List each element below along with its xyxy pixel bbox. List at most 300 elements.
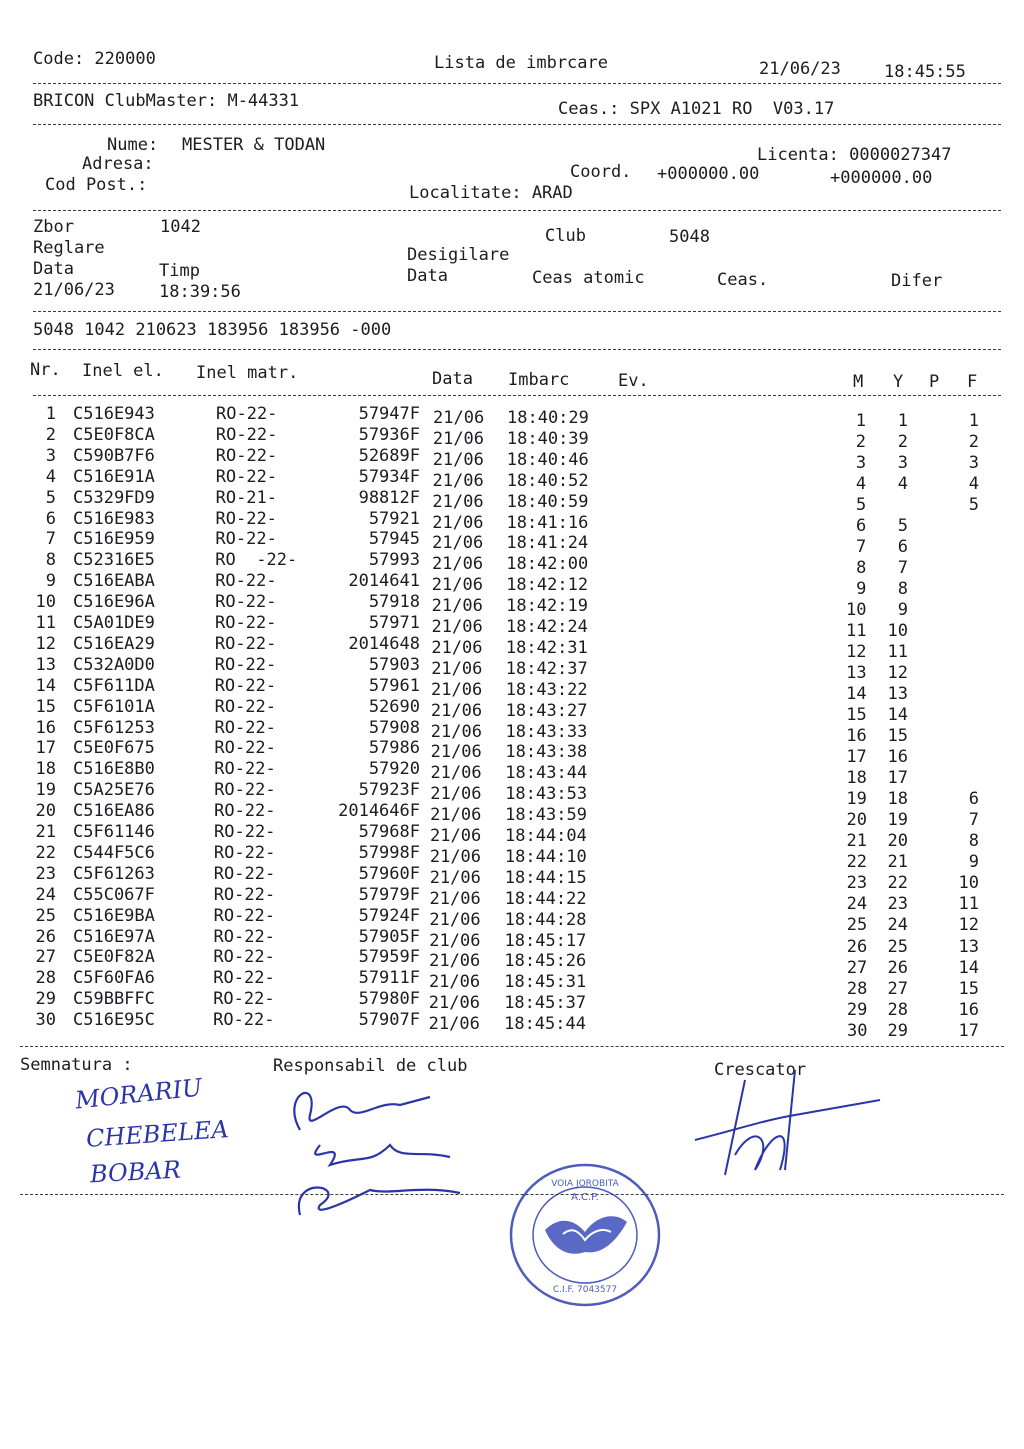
ring-number-value: 57934F bbox=[358, 466, 420, 487]
table-row bbox=[0, 424, 1024, 452]
rank-y: 9 bbox=[897, 600, 908, 621]
club-master: BRICON ClubMaster: M-44331 bbox=[33, 91, 300, 111]
divider bbox=[33, 349, 1001, 350]
electronic-ring: C59BBFFC bbox=[73, 989, 155, 1010]
ring-prefix: RO-22- bbox=[214, 780, 276, 801]
rank-y: 20 bbox=[887, 831, 908, 852]
rank-y: 2 bbox=[897, 432, 908, 452]
arrival-time: 18:42:12 bbox=[506, 575, 589, 596]
rank-m: 6 bbox=[856, 516, 867, 537]
table-row bbox=[0, 759, 1024, 789]
rank-y: 12 bbox=[887, 663, 908, 684]
rank-y: 15 bbox=[887, 726, 908, 747]
arrival-date: 21/06 bbox=[431, 596, 483, 617]
electronic-ring: C5E0F8CA bbox=[73, 424, 155, 445]
ring-number: 21 bbox=[35, 822, 56, 842]
arrival-time: 18:43:38 bbox=[505, 742, 588, 763]
arrival-time: 18:43:22 bbox=[505, 679, 588, 700]
club-value: 5048 bbox=[669, 227, 710, 247]
ring-prefix: RO-22- bbox=[213, 926, 275, 947]
arrival-date: 21/06 bbox=[430, 763, 482, 784]
divider bbox=[33, 311, 1001, 312]
col-header-imbarc: Imbarc bbox=[508, 370, 570, 390]
print-time: 18:45:55 bbox=[884, 62, 966, 82]
table-row bbox=[0, 738, 1024, 768]
table-row bbox=[0, 613, 1024, 642]
arrival-time: 18:41:24 bbox=[506, 533, 589, 554]
electronic-ring: C532A0D0 bbox=[73, 654, 155, 675]
ring-prefix: RO-22- bbox=[215, 508, 277, 529]
electronic-ring: C516E9BA bbox=[73, 905, 155, 926]
ring-number: 12 bbox=[35, 633, 56, 654]
postal-code-label: Cod Post.: bbox=[45, 175, 148, 195]
rank-y: 14 bbox=[887, 705, 908, 726]
flight-value: 1042 bbox=[160, 217, 201, 237]
ring-number: 16 bbox=[35, 717, 56, 738]
name-label: Nume: bbox=[107, 135, 159, 155]
rank-y: 16 bbox=[887, 747, 908, 768]
ring-prefix: RO-22- bbox=[214, 696, 277, 717]
electronic-ring: C516E943 bbox=[73, 404, 155, 424]
ring-number: 27 bbox=[35, 947, 56, 968]
rank-f: 8 bbox=[968, 831, 979, 852]
ring-prefix: RO-22- bbox=[214, 822, 276, 842]
ring-number-value: 2014646F bbox=[338, 801, 420, 822]
electronic-ring: C5A25E76 bbox=[73, 780, 155, 801]
arrival-date: 21/06 bbox=[431, 658, 483, 679]
arrival-time: 18:43:44 bbox=[505, 763, 588, 784]
table-row bbox=[0, 822, 1024, 852]
rank-m: 16 bbox=[846, 726, 867, 747]
ring-number: 7 bbox=[45, 529, 56, 550]
arrival-time: 18:42:00 bbox=[506, 554, 589, 575]
flight-label: Zbor bbox=[33, 217, 74, 237]
arrival-date: 21/06 bbox=[431, 679, 483, 700]
ring-number: 13 bbox=[35, 654, 56, 675]
ring-prefix: RO-22- bbox=[215, 529, 277, 550]
arrival-time: 18:42:37 bbox=[505, 658, 588, 679]
arrival-time: 18:40:59 bbox=[506, 491, 589, 512]
electronic-ring: C516EA29 bbox=[73, 633, 155, 654]
rank-y: 19 bbox=[887, 810, 908, 831]
ring-number: 2 bbox=[45, 424, 56, 445]
ring-number: 4 bbox=[45, 466, 56, 487]
rank-y: 13 bbox=[887, 684, 908, 705]
reglare-time-label: Timp bbox=[159, 261, 200, 281]
rank-y: 18 bbox=[887, 789, 908, 810]
ring-prefix: RO-22- bbox=[213, 863, 276, 884]
table-row bbox=[0, 445, 1024, 474]
responsible-label: Responsabil de club bbox=[273, 1056, 468, 1076]
ring-prefix: RO-22- bbox=[214, 759, 276, 780]
rank-m: 8 bbox=[856, 558, 867, 579]
arrival-date: 21/06 bbox=[431, 554, 484, 575]
electronic-ring: C5E0F675 bbox=[73, 738, 155, 759]
ring-number: 14 bbox=[35, 675, 56, 696]
arrival-date: 21/06 bbox=[432, 512, 484, 533]
ring-prefix: RO-22- bbox=[215, 592, 277, 613]
document-title: Lista de imbrcare bbox=[434, 53, 608, 73]
table-row bbox=[0, 717, 1024, 747]
rank-m: 22 bbox=[846, 852, 868, 873]
ring-number: 30 bbox=[35, 1010, 56, 1031]
reglare-time-value: 18:39:56 bbox=[159, 282, 241, 302]
table-row bbox=[0, 508, 1024, 537]
electronic-ring: C516E8B0 bbox=[73, 759, 155, 780]
electronic-ring: C516E95C bbox=[73, 1010, 155, 1031]
arrival-date: 21/06 bbox=[428, 972, 481, 993]
ring-number-value: 57924F bbox=[358, 905, 420, 926]
atomic-clock-label: Ceas atomic bbox=[532, 268, 645, 288]
desigilare-date-label: Data bbox=[407, 266, 448, 286]
rank-f: 1 bbox=[968, 411, 979, 431]
table-row bbox=[0, 884, 1024, 915]
rank-m: 23 bbox=[846, 873, 868, 894]
arrival-date: 21/06 bbox=[430, 826, 482, 846]
ring-number: 29 bbox=[35, 989, 56, 1010]
ring-number: 20 bbox=[35, 801, 56, 822]
ring-prefix: RO-22- bbox=[213, 989, 275, 1010]
ring-number-value: 57959F bbox=[358, 947, 420, 968]
ring-number-value: 57918 bbox=[368, 592, 420, 613]
arrival-date: 21/06 bbox=[429, 888, 481, 909]
arrival-date: 21/06 bbox=[432, 449, 484, 470]
ring-prefix: RO-22- bbox=[215, 445, 278, 466]
rank-m: 13 bbox=[846, 663, 867, 684]
ring-number-value: 57903 bbox=[368, 654, 420, 675]
ring-prefix: RO-22- bbox=[215, 466, 278, 487]
rank-m: 4 bbox=[855, 474, 867, 495]
ring-prefix: RO-22- bbox=[213, 968, 275, 989]
ring-number-value: 57920 bbox=[368, 759, 420, 780]
rank-y: 3 bbox=[897, 453, 908, 474]
ring-number-value: 57921 bbox=[368, 508, 420, 529]
difference-label: Difer bbox=[891, 271, 943, 291]
rank-y: 29 bbox=[887, 1020, 908, 1041]
ring-number-value: 52690 bbox=[368, 696, 420, 717]
rank-f: 7 bbox=[968, 810, 979, 831]
table-row bbox=[0, 780, 1024, 810]
rank-m: 1 bbox=[855, 411, 866, 431]
table-row bbox=[0, 675, 1024, 705]
rank-y: 28 bbox=[887, 999, 908, 1020]
rank-m: 11 bbox=[846, 621, 867, 642]
rank-f: 16 bbox=[958, 999, 979, 1020]
ring-number: 10 bbox=[35, 592, 56, 613]
coord-value-1: +000000.00 bbox=[657, 164, 760, 184]
locality: Localitate: ARAD bbox=[409, 183, 573, 203]
rank-m: 12 bbox=[846, 642, 867, 663]
table-row bbox=[0, 905, 1024, 936]
arrival-time: 18:43:27 bbox=[505, 700, 588, 721]
col-header-inel-matr: Inel matr. bbox=[196, 363, 299, 383]
club-label: Club bbox=[545, 226, 586, 246]
rank-y: 23 bbox=[887, 894, 908, 915]
coord-label: Coord. bbox=[570, 162, 632, 182]
rank-f: 17 bbox=[958, 1020, 979, 1041]
rank-y: 1 bbox=[897, 411, 908, 431]
divider bbox=[33, 83, 1001, 84]
ring-prefix: RO-22- bbox=[213, 947, 275, 968]
breeder-label: Crescator bbox=[714, 1060, 807, 1080]
electronic-ring: C55C067F bbox=[73, 884, 155, 905]
coord-value-2: +000000.00 bbox=[830, 168, 933, 188]
ring-number-value: 57923F bbox=[358, 780, 420, 801]
arrival-time: 18:42:24 bbox=[506, 617, 588, 637]
arrival-time: 18:40:29 bbox=[507, 408, 589, 428]
ring-prefix: RO-22- bbox=[215, 424, 278, 445]
ring-number-value: 57947F bbox=[358, 404, 420, 424]
rank-m: 10 bbox=[845, 600, 867, 621]
rank-f: 4 bbox=[968, 474, 979, 495]
arrival-time: 18:43:33 bbox=[505, 721, 588, 742]
rank-f: 11 bbox=[958, 894, 979, 915]
rank-f: 9 bbox=[968, 852, 979, 873]
arrival-date: 21/06 bbox=[429, 846, 482, 867]
svg-text:C.I.F. 7043577: C.I.F. 7043577 bbox=[552, 1285, 618, 1295]
col-header-m: M bbox=[853, 372, 864, 392]
table-row bbox=[0, 571, 1024, 600]
ring-number: 17 bbox=[35, 738, 56, 759]
arrival-date: 21/06 bbox=[430, 742, 482, 763]
table-row bbox=[0, 550, 1024, 579]
handwritten-name-3: BOBAR bbox=[89, 1155, 182, 1189]
clock-label: Ceas. bbox=[717, 270, 769, 290]
desigilare-label: Desigilare bbox=[407, 245, 510, 265]
arrival-time: 18:40:52 bbox=[506, 470, 589, 491]
ring-prefix: RO-22- bbox=[214, 633, 277, 654]
ring-number-value: 98812F bbox=[358, 487, 420, 508]
arrival-time: 18:45:17 bbox=[504, 930, 587, 951]
rank-m: 15 bbox=[846, 705, 867, 726]
divider bbox=[33, 124, 1001, 125]
arrival-time: 18:44:04 bbox=[505, 826, 587, 846]
ring-number-value: 57968F bbox=[358, 822, 420, 842]
electronic-ring: C5F61253 bbox=[73, 717, 155, 738]
ring-number-value: 57945 bbox=[368, 529, 420, 550]
electronic-ring: C544F5C6 bbox=[73, 842, 155, 863]
arrival-date: 21/06 bbox=[430, 784, 482, 805]
rank-y: 6 bbox=[897, 537, 908, 558]
rank-m: 17 bbox=[846, 747, 867, 768]
col-header-nr: Nr. bbox=[30, 360, 61, 380]
reglare-label: Reglare bbox=[33, 238, 105, 258]
arrival-date: 21/06 bbox=[432, 470, 484, 491]
arrival-time: 18:44:15 bbox=[504, 867, 587, 888]
electronic-ring: C516E91A bbox=[73, 466, 155, 487]
ring-number-value: 2014648 bbox=[348, 633, 420, 654]
arrival-date: 21/06 bbox=[431, 637, 483, 658]
rank-y: 22 bbox=[887, 873, 908, 894]
electronic-ring: C590B7F6 bbox=[73, 445, 155, 466]
rank-m: 28 bbox=[846, 978, 868, 999]
print-date: 21/06/23 bbox=[759, 59, 841, 79]
ring-prefix: RO-22- bbox=[213, 1010, 275, 1031]
arrival-date: 21/06 bbox=[432, 533, 484, 554]
rank-m: 14 bbox=[846, 684, 867, 705]
rank-m: 29 bbox=[846, 999, 868, 1020]
electronic-ring: C5A01DE9 bbox=[73, 613, 155, 633]
ring-number-value: 57960F bbox=[358, 863, 420, 884]
ring-number-value: 57961 bbox=[368, 675, 420, 696]
ring-number-value: 57986 bbox=[368, 738, 420, 759]
rank-y: 26 bbox=[887, 957, 908, 978]
arrival-date: 21/06 bbox=[430, 805, 482, 826]
ring-prefix: RO -22- bbox=[215, 550, 298, 571]
rank-f: 15 bbox=[958, 978, 979, 999]
ring-prefix: RO-22- bbox=[216, 404, 278, 424]
ring-prefix: RO-22- bbox=[213, 842, 276, 863]
arrival-date: 21/06 bbox=[428, 1014, 480, 1035]
rank-y: 7 bbox=[897, 558, 908, 579]
ring-number: 8 bbox=[45, 550, 56, 571]
reglare-date-label: Data bbox=[33, 259, 74, 279]
ring-prefix: RO-22- bbox=[214, 675, 277, 696]
electronic-ring: C5F611DA bbox=[73, 675, 155, 696]
address-label: Adresa: bbox=[82, 154, 154, 174]
ring-number: 22 bbox=[35, 842, 56, 863]
rank-m: 9 bbox=[856, 579, 867, 600]
code-label: Code: 220000 bbox=[33, 49, 156, 69]
divider bbox=[33, 395, 1001, 396]
electronic-ring: C5F61263 bbox=[73, 863, 155, 884]
rank-y: 25 bbox=[887, 936, 908, 957]
club-stamp bbox=[505, 1160, 665, 1310]
arrival-date: 21/06 bbox=[430, 721, 482, 742]
rank-f: 14 bbox=[958, 957, 979, 978]
ring-number-value: 52689F bbox=[358, 445, 420, 466]
signature-label: Semnatura : bbox=[20, 1055, 133, 1075]
rank-f: 3 bbox=[968, 453, 979, 474]
ring-number: 11 bbox=[35, 613, 56, 633]
electronic-ring: C5F61146 bbox=[73, 822, 155, 842]
ring-number-value: 57911F bbox=[358, 968, 420, 989]
col-header-f: F bbox=[967, 372, 978, 392]
electronic-ring: C5F6101A bbox=[73, 696, 155, 717]
arrival-date: 21/06 bbox=[433, 408, 485, 428]
ring-number: 18 bbox=[35, 759, 56, 780]
rank-y: 24 bbox=[887, 915, 908, 936]
electronic-ring: C5F60FA6 bbox=[73, 968, 155, 989]
ring-number-value: 57907F bbox=[358, 1010, 420, 1031]
rank-m: 3 bbox=[855, 453, 867, 474]
ring-prefix: RO-22- bbox=[214, 654, 277, 675]
rank-m: 18 bbox=[846, 768, 867, 789]
ring-number-value: 2014641 bbox=[348, 571, 420, 592]
responsible-signatures bbox=[260, 1075, 480, 1225]
ring-prefix: RO-21- bbox=[215, 487, 278, 508]
arrival-date: 21/06 bbox=[429, 930, 481, 951]
ring-number: 3 bbox=[45, 445, 56, 466]
rank-m: 24 bbox=[846, 894, 868, 915]
arrival-date: 21/06 bbox=[429, 951, 481, 972]
table-row bbox=[0, 989, 1024, 1020]
arrival-time: 18:44:22 bbox=[504, 888, 587, 909]
electronic-ring: C516EABA bbox=[73, 571, 155, 592]
name-value: MESTER & TODAN bbox=[182, 135, 326, 155]
table-row bbox=[0, 654, 1024, 684]
electronic-ring: C516E983 bbox=[73, 508, 155, 529]
svg-text:VOIA JOROBITA: VOIA JOROBITA bbox=[551, 1179, 619, 1189]
ring-number-value: 57993 bbox=[368, 550, 420, 571]
arrival-date: 21/06 bbox=[430, 700, 483, 721]
electronic-ring: C5329FD9 bbox=[73, 487, 155, 508]
electronic-ring: C516E97A bbox=[73, 926, 155, 947]
arrival-time: 18:44:10 bbox=[504, 846, 587, 867]
ring-number: 15 bbox=[35, 696, 56, 717]
rank-y: 27 bbox=[887, 978, 908, 999]
rank-m: 19 bbox=[846, 789, 867, 810]
ring-prefix: RO-22- bbox=[214, 801, 276, 822]
ring-number-value: 57998F bbox=[358, 842, 420, 863]
rank-f: 13 bbox=[958, 936, 979, 957]
ring-prefix: RO-22- bbox=[213, 905, 276, 926]
arrival-time: 18:42:31 bbox=[505, 637, 588, 658]
ring-prefix: RO-22- bbox=[214, 717, 276, 738]
rank-f: 2 bbox=[968, 432, 979, 452]
handwritten-name-2: CHEBELEA bbox=[85, 1115, 230, 1153]
clock-info: Ceas.: SPX A1021 RO V03.17 bbox=[558, 99, 835, 119]
rank-f: 6 bbox=[968, 789, 979, 810]
rank-m: 25 bbox=[846, 915, 868, 936]
ring-number: 6 bbox=[45, 508, 56, 529]
arrival-time: 18:40:39 bbox=[506, 428, 589, 449]
col-header-inel-el: Inel el. bbox=[82, 361, 164, 381]
ring-number: 26 bbox=[35, 926, 56, 947]
arrival-date: 21/06 bbox=[432, 491, 484, 512]
arrival-time: 18:43:59 bbox=[505, 805, 587, 826]
col-header-p: P bbox=[929, 372, 940, 392]
divider bbox=[20, 1046, 1004, 1047]
rank-y: 21 bbox=[887, 852, 908, 873]
electronic-ring: C5E0F82A bbox=[73, 947, 155, 968]
arrival-date: 21/06 bbox=[429, 909, 481, 930]
table-row bbox=[0, 487, 1024, 516]
table-row bbox=[0, 592, 1024, 621]
rank-m: 7 bbox=[856, 537, 867, 558]
table-row bbox=[0, 404, 1024, 431]
table-row bbox=[0, 1010, 1024, 1041]
col-header-ev: Ev. bbox=[618, 371, 649, 391]
arrival-date: 21/06 bbox=[431, 617, 483, 637]
arrival-time: 18:41:16 bbox=[506, 512, 589, 533]
arrival-date: 21/06 bbox=[429, 867, 481, 888]
ring-number-value: 57905F bbox=[358, 926, 420, 947]
electronic-ring: C516E96A bbox=[73, 592, 155, 613]
table-row bbox=[0, 696, 1024, 726]
ring-number-value: 57936F bbox=[358, 424, 420, 445]
divider bbox=[33, 210, 1001, 211]
table-row bbox=[0, 466, 1024, 495]
arrival-time: 18:44:28 bbox=[504, 909, 587, 930]
breeder-signature bbox=[685, 1060, 885, 1185]
electronic-ring: C516E959 bbox=[73, 529, 155, 550]
electronic-ring: C52316E5 bbox=[73, 550, 155, 571]
arrival-time: 18:45:26 bbox=[504, 951, 587, 972]
ring-prefix: RO-22- bbox=[214, 738, 276, 759]
table-row bbox=[0, 968, 1024, 999]
ring-number-value: 57979F bbox=[358, 884, 420, 905]
rank-m: 27 bbox=[846, 957, 868, 978]
ring-number-value: 57971 bbox=[368, 613, 420, 633]
ring-number: 24 bbox=[35, 884, 56, 905]
col-header-data: Data bbox=[432, 369, 473, 389]
arrival-time: 18:45:37 bbox=[504, 993, 587, 1014]
ring-number-value: 57908 bbox=[368, 717, 420, 738]
rank-f: 10 bbox=[958, 873, 979, 894]
rank-y: 8 bbox=[897, 579, 908, 600]
rank-f: 12 bbox=[958, 915, 979, 936]
